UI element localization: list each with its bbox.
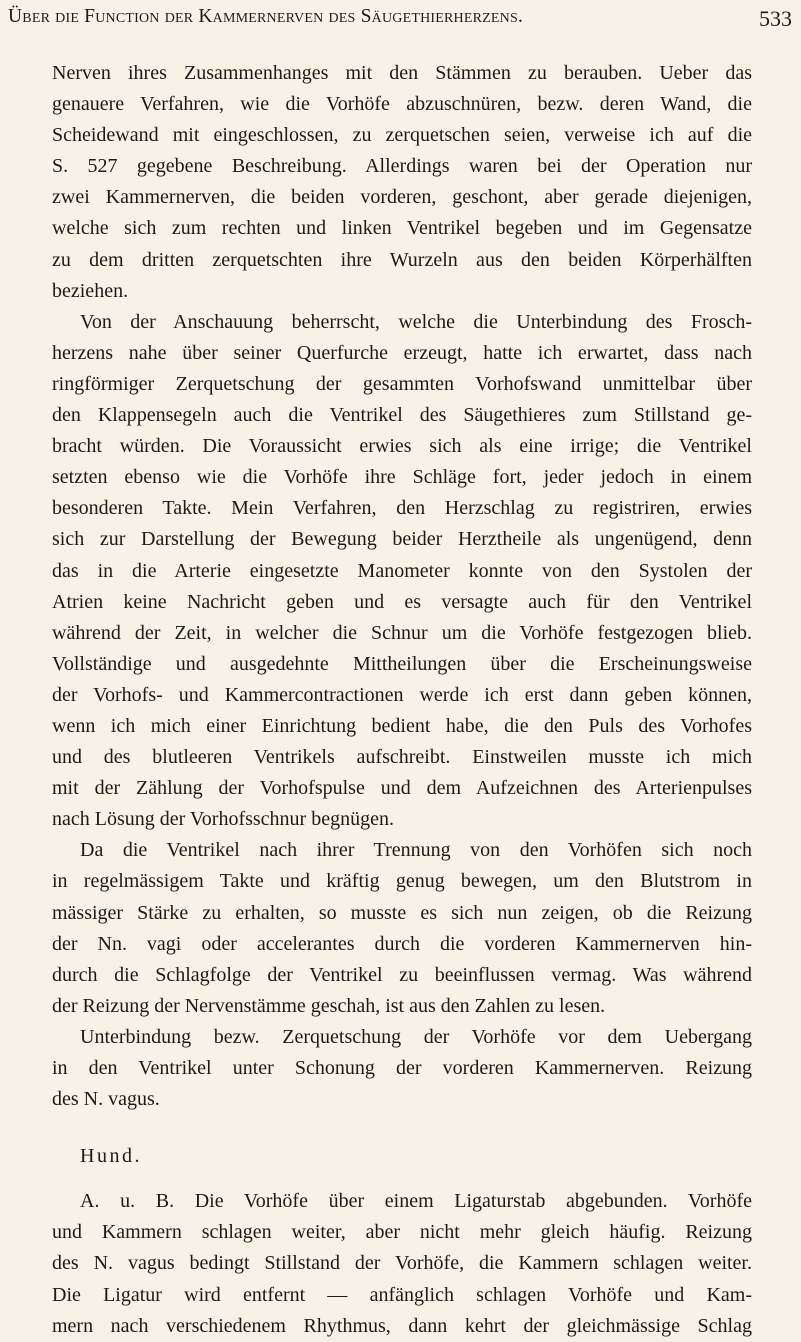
running-title: Über die Function der Kammernerven des Säugethierherzens. (8, 6, 524, 27)
text-line: des N. vagus bedingt Stillstand der Vorhöfe, die Kammern schlagen weiter. (52, 1252, 752, 1275)
text-line: Vollständige und ausgedehnte Mittheilungen über die Erscheinungsweise (52, 652, 752, 675)
text-line: während der Zeit, in welcher die Schnur um die Vorhöfe festgezogen blieb. (52, 621, 752, 644)
text-line: der Nn. vagi oder accelerantes durch die vorderen Kammernerven hin- (52, 932, 752, 955)
text-line: durch die Schlagfolge der Ventrikel zu beeinflussen vermag. Was während (52, 963, 752, 986)
paragraph-start: A. u. B. Die Vorhöfe über einem Ligaturstab abgebunden. Vorhöfe (80, 1190, 752, 1213)
section-gap (52, 1172, 752, 1186)
text-line: in regelmässigem Takte und kräftig genug bewegen, um den Blutstrom in (52, 870, 752, 893)
text-line: Atrien keine Nachricht geben und es versagte auch für den Ventrikel (52, 590, 752, 613)
page-number: 533 (759, 6, 792, 31)
text-line: mit der Zählung der Vorhofspulse und dem Aufzeichnen des Arterienpulses (52, 777, 752, 800)
text-line: der Vorhofs- und Kammercontractionen werde ich erst dann geben können, (52, 683, 752, 706)
text-line: herzens nahe über seiner Querfurche erzeugt, hatte ich erwartet, dass nach (52, 341, 752, 364)
text-line: beziehen. (52, 279, 129, 302)
section-label: Hund. (80, 1145, 142, 1168)
text-line: welche sich zum rechten und linken Ventrikel begeben und im Gegensatze (52, 217, 752, 240)
text-line: der Reizung der Nervenstämme geschah, ist aus den Zahlen zu lesen. (52, 994, 606, 1017)
text-line: mässiger Stärke zu erhalten, so musste es sich nun zeigen, ob die Reizung (52, 901, 752, 924)
running-head (8, 6, 798, 42)
text-line: zu dem dritten zerquetschten ihre Wurzeln aus den beiden Körperhälften (52, 248, 752, 271)
paragraph-start: Unterbindung bezw. Zerquetschung der Vorhöfe vor dem Uebergang (80, 1025, 752, 1048)
text-line: das in die Arterie eingesetzte Manometer konnte von den Systolen der (52, 559, 752, 582)
text-line: und des blutleeren Ventrikels aufschreibt. Einstweilen musste ich mich (52, 746, 752, 769)
text-line: ringförmiger Zerquetschung der gesammten Vorhofswand unmittelbar über (52, 372, 752, 395)
text-line: des N. vagus. (52, 1088, 160, 1111)
text-line: S. 527 gegebene Beschreibung. Allerdings waren bei der Operation nur (52, 155, 752, 178)
text-line: und Kammern schlagen weiter, aber nicht mehr gleich häufig. Reizung (52, 1221, 752, 1244)
text-line: mern nach verschiedenem Rhythmus, dann kehrt der gleichmässige Schlag (52, 1314, 752, 1337)
text-line: zwei Kammernerven, die beiden vorderen, geschont, aber gerade diejenigen, (52, 186, 752, 209)
text-line: Nerven ihres Zusammenhanges mit den Stämmen zu berauben. Ueber das (52, 62, 752, 84)
section-gap (52, 1115, 752, 1141)
text-line: bracht würden. Die Voraussicht erwies sich als eine irrige; die Ventrikel (52, 435, 752, 458)
text-line: nach Lösung der Vorhofsschnur begnügen. (52, 808, 394, 831)
text-line: in den Ventrikel unter Schonung der vorderen Kammernerven. Reizung (52, 1057, 752, 1079)
text-line: besonderen Takte. Mein Verfahren, den Herzschlag zu registriren, erwies (52, 497, 752, 520)
text-line: setzten ebenso wie die Vorhöfe ihre Schläge fort, jeder jedoch in einem (52, 466, 752, 489)
text-line: den Klappensegeln auch die Ventrikel des Säugethieres zum Stillstand ge- (52, 404, 752, 427)
text-line: Die Ligatur wird entfernt — anfänglich schlagen Vorhöfe und Kam- (52, 1283, 752, 1306)
text-line: sich zur Darstellung der Bewegung beider Herztheile als ungenügend, denn (52, 528, 752, 551)
paragraph-start: Da die Ventrikel nach ihrer Trennung von den Vorhöfen sich noch (80, 839, 752, 862)
paragraph-start: Von der Anschauung beherrscht, welche die Unterbindung des Frosch- (80, 310, 752, 333)
text-line: genauere Verfahren, wie die Vorhöfe abzuschnüren, bezw. deren Wand, die (52, 93, 752, 116)
text-line: Scheidewand mit eingeschlossen, zu zerquetschen seien, verweise ich auf die (52, 124, 752, 147)
text-line: wenn ich mich einer Einrichtung bedient habe, die den Puls des Vorhofes (52, 714, 752, 737)
body-text (52, 58, 752, 1342)
